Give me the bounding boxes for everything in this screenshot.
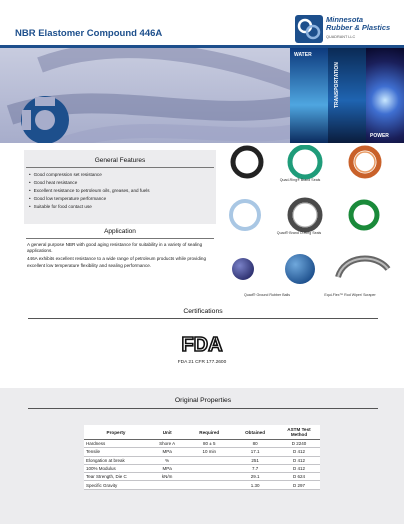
o-ring-image	[226, 197, 386, 233]
table-cell: kN/m	[148, 473, 186, 481]
table-row	[84, 448, 320, 456]
table-cell: Tensile	[84, 448, 148, 456]
list-item: • Good heat resistance	[29, 179, 216, 187]
hero-image	[0, 45, 290, 143]
panel-power: POWER	[366, 48, 404, 143]
table-cell: Hardness	[84, 440, 148, 448]
table-cell: D 412	[278, 464, 320, 472]
balls-caption: Quad® Ground Rubber Balls	[244, 293, 290, 297]
divider	[28, 318, 378, 319]
industry-panels	[290, 48, 404, 143]
table-row	[84, 473, 320, 481]
table-row	[84, 464, 320, 472]
table-cell: D 412	[278, 456, 320, 464]
quad-ring-image	[228, 145, 388, 181]
table-cell	[186, 481, 232, 489]
column-header: Required	[186, 425, 232, 440]
application-heading: Application	[104, 228, 136, 235]
table-cell: D 2240	[278, 440, 320, 448]
panel-transportation: TRANSPORTATION	[328, 48, 366, 143]
table-cell: 17.1	[232, 448, 278, 456]
table-cell: D 624	[278, 473, 320, 481]
table-header-row	[84, 425, 320, 440]
table-cell: MPa	[148, 464, 186, 472]
table-cell	[186, 456, 232, 464]
certifications-heading: Certifications	[183, 308, 223, 315]
features-list	[24, 171, 216, 211]
application-section	[24, 228, 216, 269]
application-text: A general purpose NBR with good aging resistance for suitability in a variety of sealing applications.	[27, 242, 203, 254]
column-header: Unit	[148, 425, 186, 440]
company-logo	[294, 14, 394, 48]
column-header: ASTM Test Method	[278, 425, 320, 440]
table-cell	[186, 464, 232, 472]
list-item: • Good low temperature performance	[29, 195, 216, 203]
page-title: NBR Elastomer Compound 446A	[15, 28, 163, 39]
table-cell: 29.1	[232, 473, 278, 481]
table-cell: 7.7	[232, 464, 278, 472]
original-properties-heading: Original Properties	[174, 397, 232, 404]
table-cell: MPa	[148, 448, 186, 456]
table-cell: Shore A	[148, 440, 186, 448]
application-text: 446A exhibits excellent resistance to a wide range of petroleum products while providing excellent low temperature flexibility and sealing performance.	[27, 256, 207, 268]
table-cell: 251	[232, 456, 278, 464]
table-cell: 100% Modulus	[84, 464, 148, 472]
column-header: Obtained	[232, 425, 278, 440]
quad-ring-caption: Quad-Ring® Brand Seals	[279, 178, 321, 182]
table-cell: 10 min	[186, 448, 232, 456]
column-header: Property	[84, 425, 148, 440]
o-ring-caption: Quad® Brand O-Ring Seals	[276, 231, 322, 235]
general-features-section	[24, 150, 216, 224]
table-cell: %	[148, 456, 186, 464]
hose-illustration	[0, 45, 290, 143]
logo-text: Minnesota Rubber & Plastics	[326, 15, 391, 32]
table-cell: Elongation at break	[84, 456, 148, 464]
table-cell: 80	[232, 440, 278, 448]
logo-subtitle: QUADRANT LLC	[326, 35, 356, 39]
table-cell: D 412	[278, 448, 320, 456]
fda-logo-icon	[181, 333, 223, 355]
table-cell: 80 ± 5	[186, 440, 232, 448]
table-cell: Specific Gravity	[84, 481, 148, 489]
properties-table	[84, 425, 320, 490]
list-item: • Suitable for food contact use	[29, 203, 216, 211]
panel-water: WATER	[290, 48, 328, 143]
list-item: • Excellent resistance to petroleum oils, greases, and fuels	[29, 187, 216, 195]
svg-text:FDA: FDA	[181, 334, 223, 355]
table-row	[84, 456, 320, 464]
table-cell: Tear Strength, Die C	[84, 473, 148, 481]
table-cell	[148, 481, 186, 489]
balls-wiper-image	[226, 251, 396, 287]
wiper-caption: Equi-Flex™ Rod Wiper/ Scraper	[324, 293, 376, 297]
general-features-heading: General Features	[94, 157, 146, 164]
fda-regulation: FDA 21 CFR 177.2600	[177, 360, 227, 365]
divider	[26, 167, 214, 168]
table-cell	[186, 473, 232, 481]
table-cell: D 297	[278, 481, 320, 489]
table-row	[84, 481, 320, 489]
table-cell: 1.30	[232, 481, 278, 489]
divider	[26, 238, 214, 239]
divider	[28, 408, 378, 409]
list-item: • Good compression set resistance	[29, 171, 216, 179]
logo-mark-icon	[294, 14, 324, 44]
table-row	[84, 440, 320, 448]
